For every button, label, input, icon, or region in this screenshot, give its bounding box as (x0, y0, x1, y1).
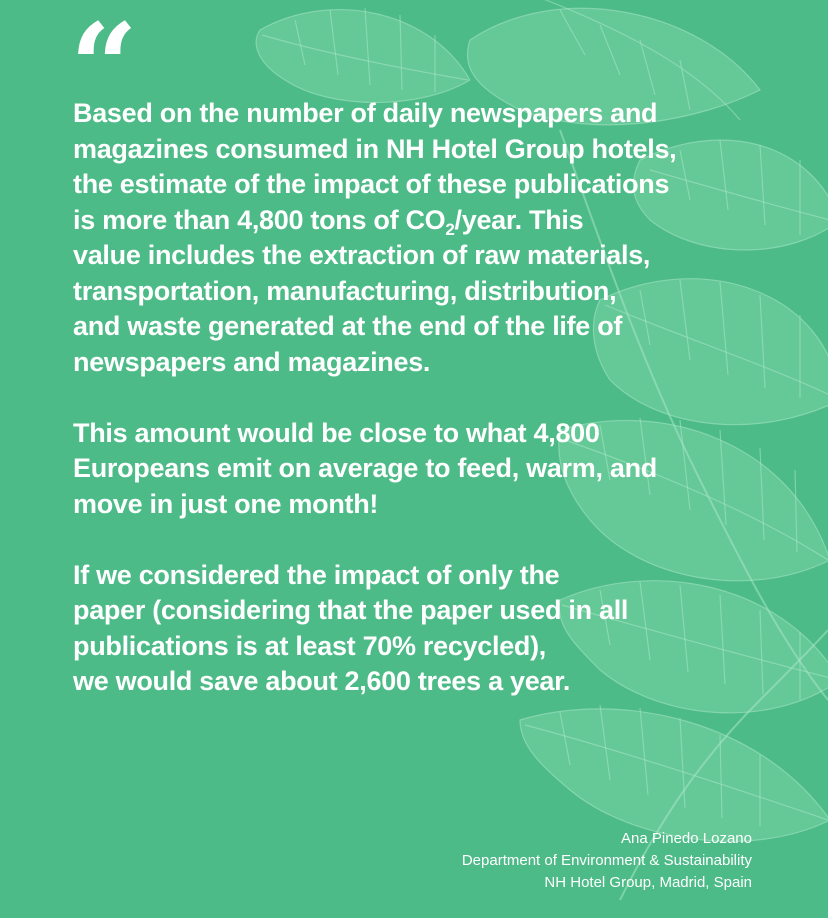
quote-line: This amount would be close to what 4,800 (73, 417, 600, 448)
quote-line: If we considered the impact of only the (73, 559, 560, 590)
quote-paragraph-3 (73, 558, 773, 700)
attribution (462, 828, 752, 894)
quote-line: transportation, manufacturing, distribution, (73, 275, 617, 306)
co2-text: is more than 4,800 tons of CO (73, 204, 446, 235)
quote-line: value includes the extraction of raw materials, (73, 240, 651, 270)
author-name: Ana Pinedo Lozano (621, 830, 752, 847)
co2-subscript: 2 (445, 219, 455, 239)
quote-paragraph-2 (73, 416, 773, 523)
quote-line: move in just one month! (73, 488, 379, 519)
quote-line: publications is at least 70% recycled), (73, 630, 546, 661)
quote-body (73, 96, 773, 735)
quote-line: and waste generated at the end of the life of (73, 311, 623, 341)
quote-line: Europeans emit on average to feed, warm, and (73, 453, 657, 483)
author-department: Department of Environment & Sustainability (461, 852, 752, 869)
opening-quotation-mark-icon: “ (70, 0, 138, 136)
quote-line: we would save about 2,600 trees a year. (73, 666, 571, 696)
quote-line: newspapers and magazines. (73, 346, 431, 377)
author-organization: NH Hotel Group, Madrid, Spain (544, 874, 752, 891)
quote-line: Based on the number of daily newspapers and (73, 98, 658, 128)
quote-line-co2 (73, 203, 773, 239)
per-year-text: /year. This (454, 204, 584, 235)
quote-line: paper (considering that the paper used in all (73, 595, 629, 625)
quote-line: the estimate of the impact of these publications (73, 169, 670, 199)
quote-line: magazines consumed in NH Hotel Group hotels, (73, 133, 677, 164)
quote-paragraph-1 (73, 96, 773, 380)
